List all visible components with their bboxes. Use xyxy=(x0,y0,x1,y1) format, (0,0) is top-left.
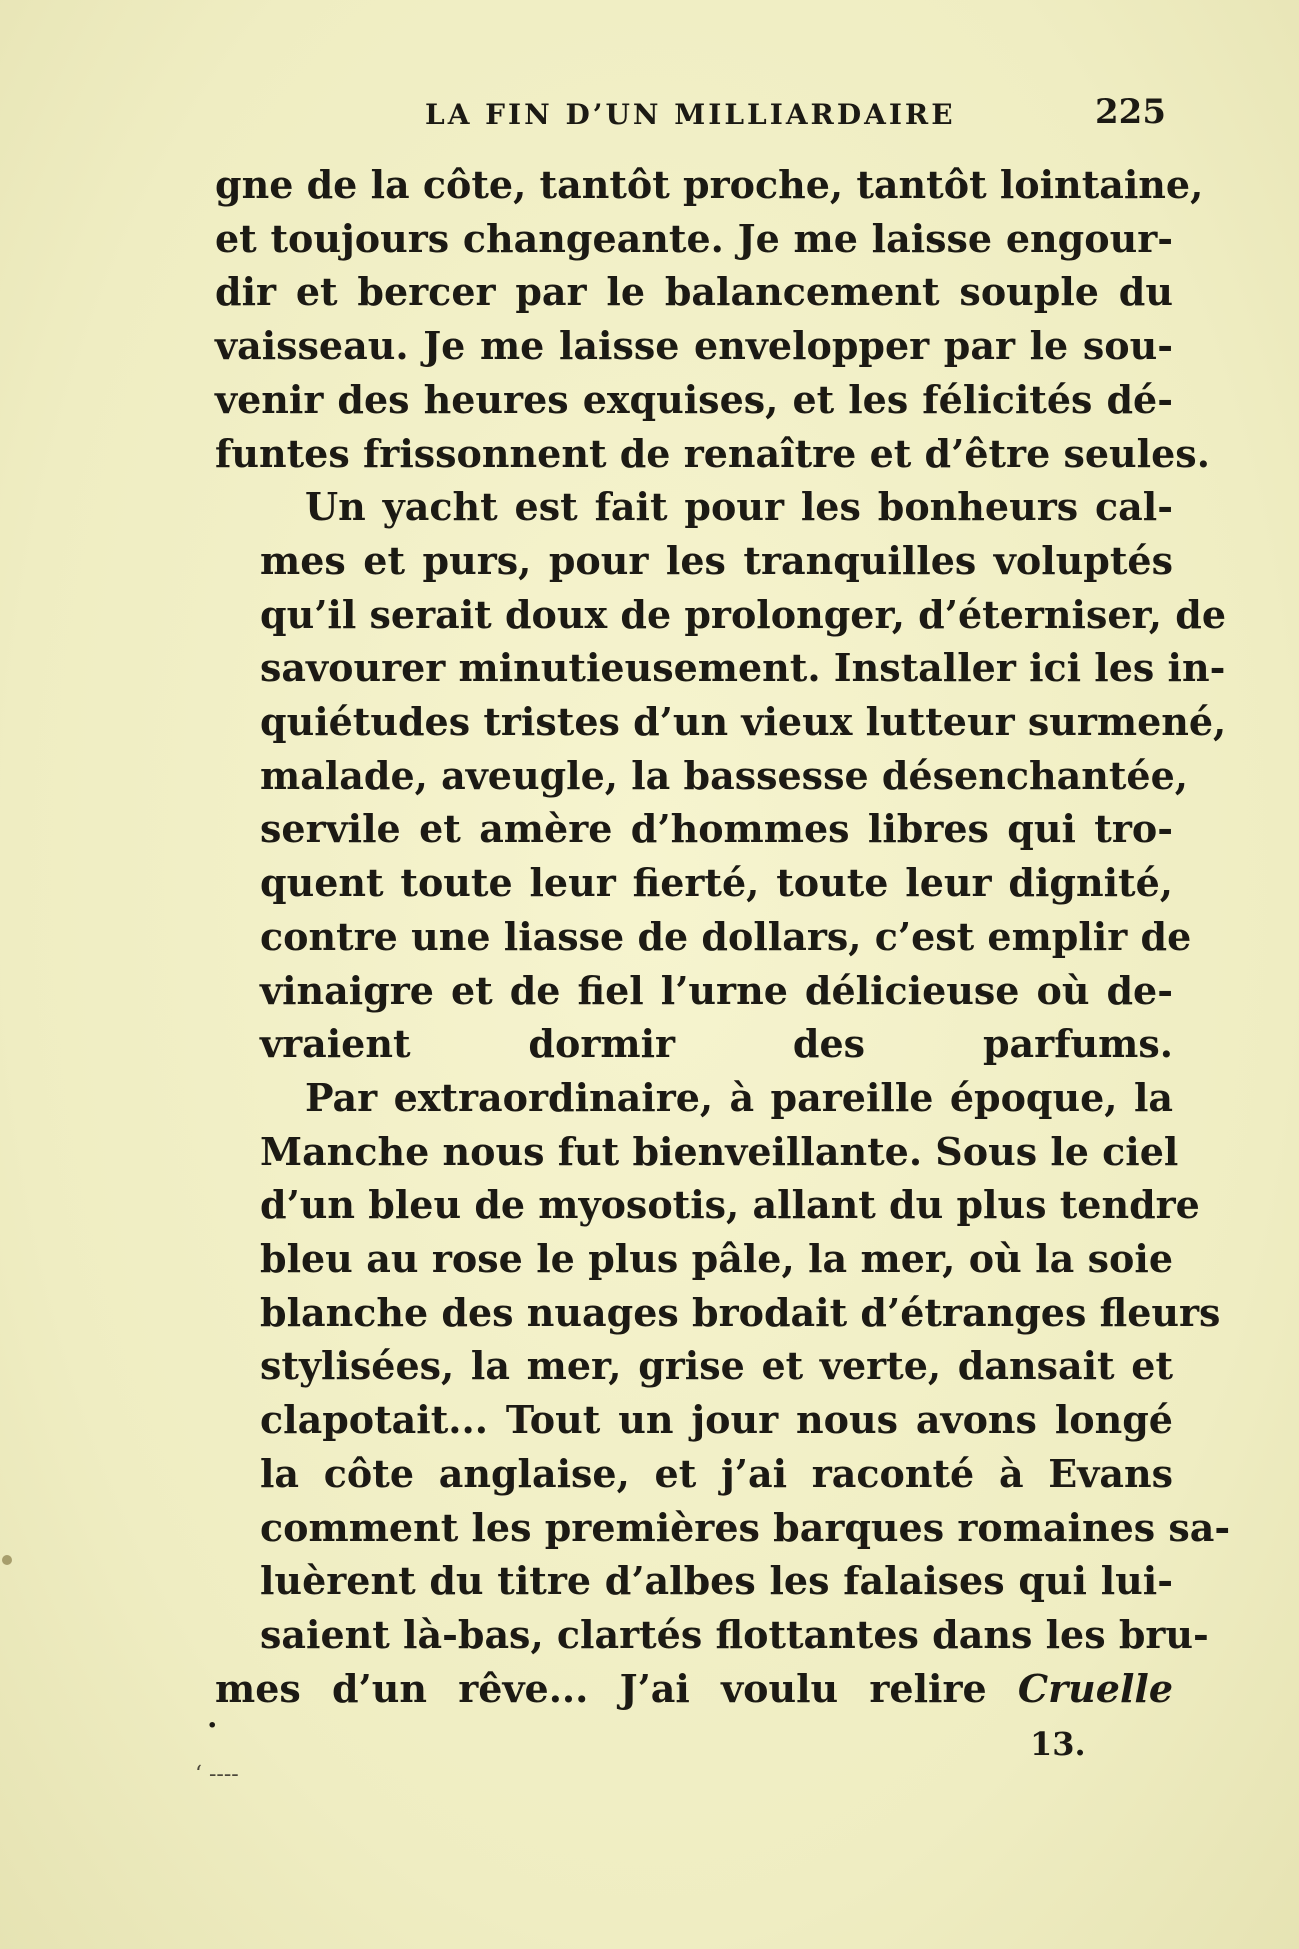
text-line: malade, aveugle, la bassesse désenchantée, xyxy=(260,752,1188,798)
paragraph xyxy=(215,158,1210,480)
text-line: saient là-bas, clartés flottantes dans les bru- xyxy=(260,1611,1209,1657)
text-line: vaisseau. Je me laisse envelopper par le sou- xyxy=(215,323,1173,369)
text-line: luèrent du titre d’albes les falaises qui lui- xyxy=(260,1558,1173,1604)
text-line: Manche nous fut bienveillante. Sous le ciel xyxy=(260,1128,1179,1174)
text-line: la côte anglaise, et j’ai raconté à Evans xyxy=(260,1450,1173,1496)
text-line xyxy=(215,1662,1173,1716)
text-line: blanche des nuages brodait d’étranges fleurs xyxy=(260,1289,1221,1335)
text-line: vinaigre et de fiel l’urne délicieuse où de- xyxy=(260,967,1173,1013)
text-line: stylisées, la mer, grise et verte, dansait et xyxy=(260,1343,1173,1389)
page-number: 225 xyxy=(1095,92,1166,132)
text-line: venir des heures exquises, et les félicités dé- xyxy=(215,376,1173,422)
paragraph-continuation xyxy=(215,1662,1173,1716)
running-title: LA FIN D’UN MILLIARDAIRE xyxy=(425,98,956,131)
text-line: et toujours changeante. Je me laisse engour- xyxy=(215,215,1173,261)
text-line: contre une liasse de dollars, c’est emplir de xyxy=(260,913,1192,959)
text-line: quiétudes tristes d’un vieux lutteur surmené, xyxy=(260,699,1227,745)
paragraph xyxy=(215,480,1227,1071)
text-line: bleu au rose le plus pâle, la mer, où la soie xyxy=(260,1236,1173,1282)
text-line: dir et bercer par le balancement souple du xyxy=(215,269,1173,315)
text-line: comment les premières barques romaines sa- xyxy=(260,1504,1231,1550)
margin-dot: · xyxy=(207,1708,218,1743)
signature-mark: 13. xyxy=(1030,1725,1086,1763)
text-line: servile et amère d’hommes libres qui tro- xyxy=(260,806,1173,852)
margin-speck xyxy=(2,1555,12,1565)
text-line: d’un bleu de myosotis, allant du plus tendre xyxy=(260,1182,1200,1228)
running-head xyxy=(0,92,1299,132)
body-text xyxy=(215,158,1231,1715)
text-line: savourer minutieusement. Installer ici les in- xyxy=(260,645,1226,691)
text-line: funtes frissonnent de renaître et d’être seules. xyxy=(215,430,1210,476)
text-line-segment: mes d’un rêve... J’ai voulu relire xyxy=(215,1665,987,1711)
text-line: Un yacht est fait pour les bonheurs cal- xyxy=(305,484,1173,530)
text-line: vraient dormir des parfums. xyxy=(260,1021,1173,1067)
text-line: clapotait... Tout un jour nous avons longé xyxy=(260,1397,1173,1443)
paragraph xyxy=(215,1071,1231,1662)
text-line: qu’il serait doux de prolonger, d’éterniser, de xyxy=(260,591,1226,637)
text-line: mes et purs, pour les tranquilles voluptés xyxy=(260,537,1173,583)
text-line: gne de la côte, tantôt proche, tantôt lointaine, xyxy=(215,162,1204,207)
text-line: Par extraordinaire, à pareille époque, la xyxy=(305,1074,1173,1120)
text-line: quent toute leur fierté, toute leur dignité, xyxy=(260,860,1173,906)
italic-title: Cruelle xyxy=(1017,1665,1173,1711)
footer-marks: ‘ ‐‐‐‐ xyxy=(195,1762,239,1787)
